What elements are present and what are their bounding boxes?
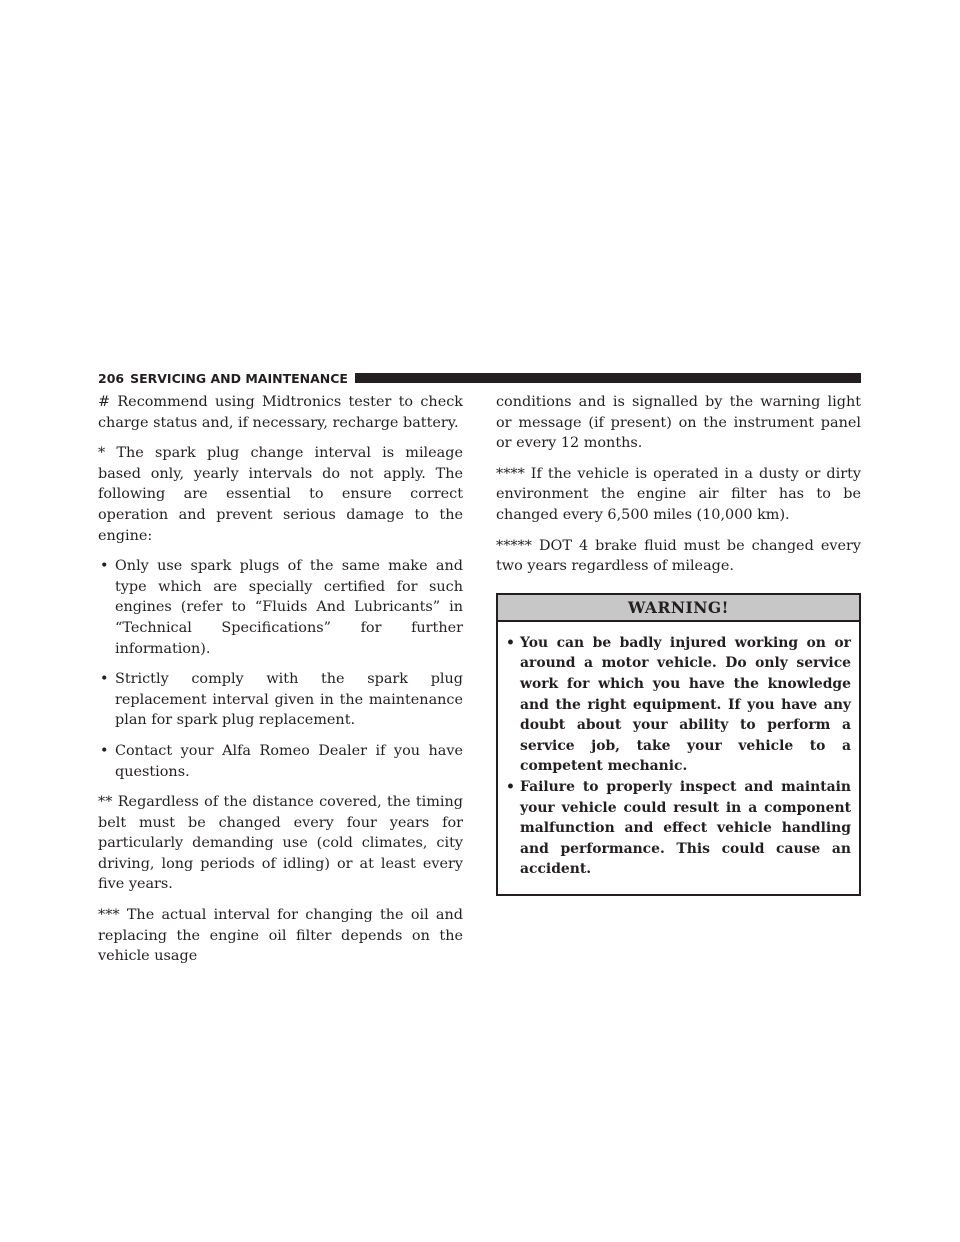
page-number: 206 xyxy=(98,370,125,386)
air-filter-note: **** If the vehicle is operated in a dusty or dirty environment the engine air filter has to be changed every 6,500 miles (10,000 km). xyxy=(496,465,861,523)
warning-list xyxy=(498,622,859,894)
left-column xyxy=(98,392,463,977)
header-rule xyxy=(355,373,861,383)
warning-box xyxy=(496,593,861,896)
section-title: SERVICING AND MAINTENANCE xyxy=(130,370,348,386)
bullet-item: • Strictly comply with the spark plug replacement interval given in the maintenance plan for spark plug replacement. xyxy=(98,669,463,731)
bullet-item: • Contact your Alfa Romeo Dealer if you have questions. xyxy=(98,741,463,782)
page-header xyxy=(98,370,861,386)
warning-item: • You can be badly injured working on or around a motor vehicle. Do only service work for which you have the knowledge and the right equipment. If you have any doubt about your ability to perform a service job, take your vehicle to a competent mechanic. xyxy=(506,633,851,777)
warning-title: WARNING! xyxy=(498,595,859,622)
warning-item: • Failure to properly inspect and maintain your vehicle could result in a component malfunction and effect vehicle handling and performance. This could cause an accident. xyxy=(506,777,851,880)
spark-plug-bullets xyxy=(98,556,463,782)
timing-belt-note: ** Regardless of the distance covered, the timing belt must be changed every four years for particularly demanding use (cold climates, city driving, long periods of idling) or at least every five years. xyxy=(98,794,463,893)
battery-note: # Recommend using Midtronics tester to check charge status and, if necessary, recharge battery. xyxy=(98,394,463,431)
bullet-item: • Only use spark plugs of the same make and type which are specially certified for such engines (refer to “Fluids And Lubricants” in “Technical Specifications” for further information). xyxy=(98,556,463,659)
brake-fluid-note: ***** DOT 4 brake fluid must be changed every two years regardless of mileage. xyxy=(496,537,861,575)
oil-note-continued: conditions and is signalled by the warning light or message (if present) on the instrument panel or every 12 months. xyxy=(496,394,861,452)
spark-plug-note: * The spark plug change interval is mileage based only, yearly intervals do not apply. The following are essential to ensure correct operation and prevent serious damage to the engine: xyxy=(98,445,463,544)
oil-note: *** The actual interval for changing the oil and replacing the engine oil filter depends on the vehicle usage xyxy=(98,907,463,965)
right-column xyxy=(496,392,861,896)
